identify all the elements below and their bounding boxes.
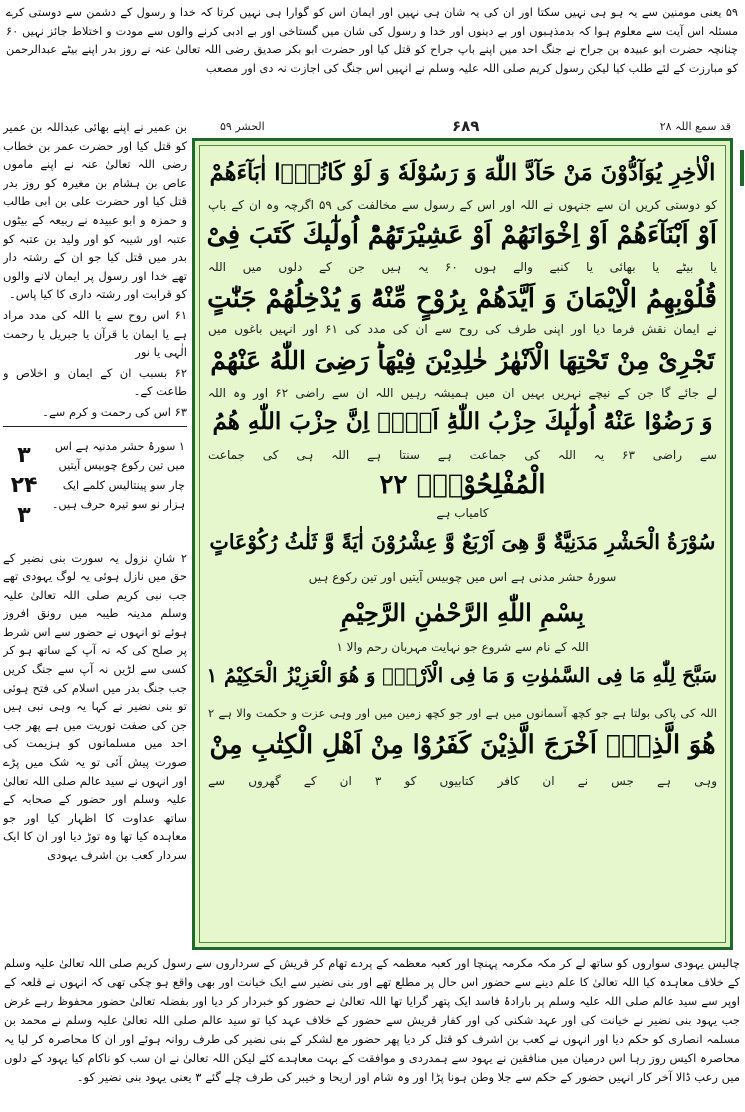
- surah-title-arabic: سُوْرَةُ الْحَشْرِ مَدَنِیَّةٌ وَّ هِیَ اَرْبَعٌ وَّ عِشْرُوْنَ اٰیَةً وَّ ثَلٰثُ رُكُوْعَاتٍ: [209, 530, 716, 554]
- quran-line: الْاٰخِرِ یُوَآدُّوْنَ مَنْ حَآدَّ اللّٰهَ وَ رَسُوْلَهٗ وَ لَوْ كَانُوْۤا اٰبَآءَهُمْ: [209, 160, 716, 186]
- verse-translation: اللہ کی پاکی بولتا ہے جو کچھ آسمانوں میں ہے اور جو کچھ زمین میں اور وہی عزت و حکمت والا ہے ۲: [208, 706, 717, 720]
- commentary-note: ۶۳ اس کی رحمت و کرم سے۔: [42, 404, 187, 419]
- translation-line: یا بیٹے یا بھائی یا کنبے والے ہوں ۶۰ یہ ہیں جن کے دلوں میں اللہ: [208, 260, 717, 274]
- juz-label: قد سمع اللہ ۲۸: [659, 120, 731, 133]
- left-commentary-column: [3, 118, 187, 952]
- top-footnotes: [6, 4, 738, 116]
- quran-frame-inner: [199, 145, 726, 943]
- surah-title-translation: سورۂ حشر مدنی ہے اس میں چوبیس آیتیں اور تین رکوع ہیں: [308, 570, 617, 584]
- divider: [3, 426, 187, 427]
- footnote-paragraph: ۵۹ یعنی مومنین سے یہ ہو ہی نہیں سکتا اور ان کی یہ شان ہی نہیں اور ایمان اس کو گوارا ہی نہیں کرتا کہ خدا و رسول کے دشمن سے دوستی کرے مسئلہ اس آیت سے معلوم ہوا کہ بدمذہبوں اور بے دینوں اور خدا و رسول کی شان میں گستاخی اور بے ادبی کرنے والوں سے مودت و اختلاط جائز نہیں ۶۰ چنانچہ حضرت ابو عبیدہ بن جراح نے جنگ احد میں اپنے باپ جراح کو قتل کیا اور حضرت ابو بکر صدیق رضی اللہ تعالیٰ عنہ نے روز بدر اپنے بیٹے عبدالرحمن کو مبارزت کے لئے طلب کیا لیکن رسول کریم صلی اللہ علیہ وسلم نے انہیں اس جنگ کی اجازت نہ دی اور مصعب: [6, 6, 738, 75]
- translation-line: نے ایمان نقش فرما دیا اور اپنی طرف کی روح سے ان کی مدد کی ۶۱ اور انہیں باغوں میں: [208, 322, 717, 336]
- page-header: [192, 117, 737, 136]
- surah-count-number: ۳: [17, 502, 31, 528]
- surah-label: الحشر ۵۹: [220, 120, 265, 133]
- quran-line: الْمُفْلِحُوْنَ۠ ۲۲: [379, 470, 546, 500]
- surah-count-number: ۲۴: [10, 472, 38, 498]
- commentary-note: بن عمیر نے اپنے بھائی عبداللہ بن عمیر کو قتل کیا اور حضرت عمر بن خطاب رضی اللہ تعالیٰ عنہ نے اپنے ماموں عاص بن ہشام بن مغیرہ کو روز بدر قتل کیا اور حضرت علی بن ابی طالب و حمزہ و ابو عبیدہ نے ربیعہ کے بیٹوں عتبہ اور شیبہ کو اور ولید بن عتبہ کو بدر میں قتل کیا جو ان کے رشتہ دار تھے خدا اور رسول پر ایمان لانے والوں کو قرابت اور رشتہ داری کا کیا پاس۔: [3, 120, 187, 302]
- bismillah-translation: اللہ کے نام سے شروع جو نہایت مہربان رحم والا ۱: [336, 640, 589, 654]
- verse-arabic: هُوَ الَّذِیْۤ اَخْرَجَ الَّذِیْنَ كَفَرُوْا مِنْ اَهْلِ الْكِتٰبِ مِنْ: [209, 730, 716, 760]
- commentary-note: ۶۲ بسبب ان کے ایمان و اخلاص و طاعت کے۔: [3, 365, 187, 399]
- translation-line: سے راضی ۶۳ یہ اللہ کی جماعت ہے سنتا ہے اللہ ہی کی جماعت: [208, 448, 717, 462]
- translation-line: کامیاب ہے: [436, 506, 489, 520]
- page-number: ۶۸۹: [452, 117, 480, 135]
- surah-count-number: ۳: [17, 442, 31, 468]
- translation-line: لے جائے گا جن کے نیچے نہریں بہیں ان میں ہمیشہ رہیں اللہ ان سے راضی ۶۲ اور وہ اللہ: [208, 386, 718, 400]
- quran-line: وَ رَضُوْا عَنْهُؕ اُولٰٓىٕكَ حِزْبُ اللّٰهِؕ اَلَاۤ اِنَّ حِزْبَ اللّٰهِ هُمُ: [212, 408, 713, 435]
- verse-translation: وہی ہے جس نے ان کافر کتابیوں کو ۳ ان کے گھروں سے: [208, 774, 717, 788]
- surah-counts: [9, 441, 39, 531]
- surah-info-text: ۱ سورۂ حشر مدنیہ ہے اس میں تین رکوع چوبیس آیتیں چار سو پینتالیس کلمے ایک ہزار نو سو تیرہ حرف ہیں۔: [51, 439, 185, 511]
- quran-line: تَجْرِیْ مِنْ تَحْتِهَا الْاَنْهٰرُ خٰلِدِیْنَ فِیْهَاؕ رَضِیَ اللّٰهُ عَنْهُمْ: [210, 346, 715, 375]
- commentary-note: ۶۱ اس روح سے یا اللہ کی مدد مراد ہے یا ایمان یا قرآن یا جبریل یا رحمت الٰہی یا نور: [3, 307, 187, 360]
- bottom-footnotes: [4, 954, 740, 1108]
- commentary-note: ۲ شانِ نزول یہ سورت بنی نضیر کے حق میں نازل ہوئی یہ لوگ یہودی تھے جب نبی کریم صلی اللہ تعالیٰ علیہ وسلم مدینہ طیبہ میں رونق افروز ہوئے تو انہوں نے حضور سے اس شرط پر صلح کی کہ نہ آپ کے ساتھ ہو کر کسی سے لڑیں نہ آپ سے جنگ کریں جب جنگ بدر میں اسلام کی فتح ہوئی تو بنی نضیر نے کہا یہ وہی نبی ہیں جن کی صفت توریت میں ہے پھر جب احد میں مسلمانوں کو ہزیمت کی صورت پیش آئی تو یہ شک میں پڑے اور انہوں نے سید عالم صلی اللہ تعالیٰ علیہ وسلم اور حضور کے صحابہ کے ساتھ عداوت کا اظہار کیا اور جو معاہدہ کیا تھا وہ توڑ دیا اور ان کا ایک سردار کعب بن اشرف یہودی: [3, 550, 187, 862]
- quran-line: قُلُوْبِهِمُ الْاِیْمَانَ وَ اَیَّدَهُمْ بِرُوْحٍ مِّنْهُؕ وَ یُدْخِلُهُمْ جَنّٰتٍ: [207, 284, 717, 314]
- verse-arabic: سَبَّحَ لِلّٰهِ مَا فِی السَّمٰوٰتِ وَ مَا فِی الْاَرْضِۚ وَ هُوَ الْعَزِیْزُ الْحَكِیْمُ ۱: [206, 664, 717, 687]
- quran-frame: [192, 138, 733, 950]
- bismillah-arabic: بِسْمِ اللّٰهِ الرَّحْمٰنِ الرَّحِیْمِ: [340, 598, 585, 627]
- surah-info-box: [3, 437, 187, 541]
- quran-line: اَوْ اَبْنَآءَهُمْ اَوْ اِخْوَانَهُمْ اَوْ عَشِیْرَتَهُمْؕ اُولٰٓىٕكَ كَتَبَ فِیْ: [206, 220, 717, 250]
- margin-marker: [740, 150, 744, 186]
- footnote-paragraph: چالیس یہودی سواروں کو ساتھ لے کر مکہ مکرمہ پہنچا اور کعبہ معظمہ کے پردے تھام کر قریش کے سرداروں سے رسول کریم صلی اللہ تعالیٰ علیہ وسلم کے خلاف معاہدہ کیا اللہ تعالیٰ کا علم دینے سے حضور اس حال پر مطلع تھے اور بنی نضیر سے ایک خیانت اور بھی واقع ہو چکی تھی کہ انہوں نے قلعہ کے اوپر سے سید عالم صلی اللہ علیہ وسلم پر بارادۂ فاسد ایک پتھر گرایا تھا اللہ تعالیٰ نے حضور کو خبردار کر دیا اور بفضلہ تعالیٰ حضور محفوظ رہے غرض جب یہود بنی نضیر نے خیانت کی اور عہد شکنی کی اور کفار قریش سے حضور کے خلاف عہد کیا تو سید عالم صلی اللہ تعالیٰ علیہ وسلم نے محمد بن مسلمہ انصاری کو حکم دیا اور انہوں نے کعب بن اشرف کو قتل کر دیا پھر حضور مع لشکر کے بنی نضیر کی طرف روانہ ہوئے اور ان کا محاصرہ کر لیا یہ محاصرہ اکیس روز رہا اس درمیان میں منافقین نے یہود سے ہمدردی و موافقت کے بہت معاہدے کئے لیکن اللہ تعالیٰ نے ان سب کو ناکام کیا یہود کے دلوں میں رعب ڈالا آخر کار انہیں حضور کے حکم سے جلا وطن ہونا پڑا اور وہ شام اور اریحا و خیبر کی طرف چلے گئے ۳ یعنی یہود بنی نضیر کو۔: [4, 956, 740, 1084]
- translation-line: کو دوستی کریں ان سے جنہوں نے اللہ اور اس کے رسول سے مخالفت کی ۵۹ اگرچہ وہ ان کے باپ: [208, 198, 717, 212]
